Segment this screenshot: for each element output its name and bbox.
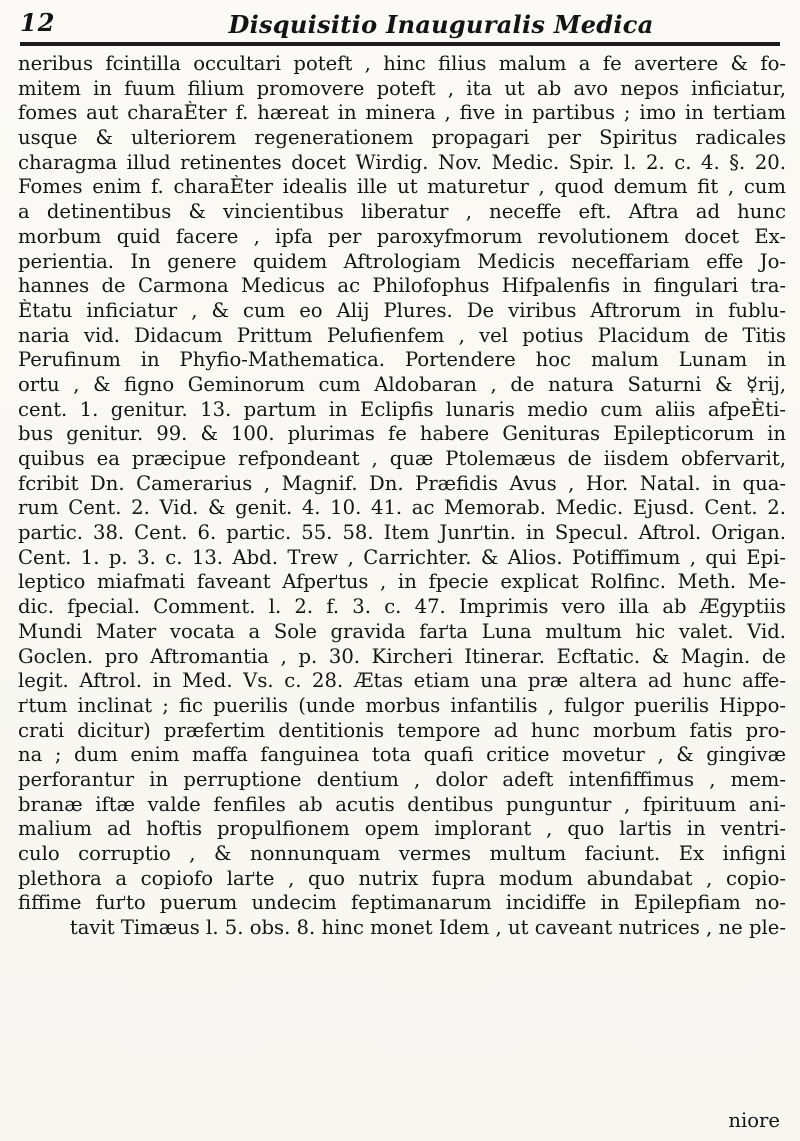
text-line: plethora a copiofo laґte , quo nutrix fupra modum abundabat , copio- <box>18 866 786 890</box>
text-line: na ; dum enim maffa fanguinea tota quafi critice movetur , & gingivæ <box>18 743 786 767</box>
text-line: perforantur in perruptione dentium , dolor adeft intenfiffimus , mem- <box>18 767 786 791</box>
text-line: Fomes enim f. charaЀter idealis ille ut maturetur , quod demum fit , cum <box>18 175 786 199</box>
text-line: morbum quid facere , ipfa per paroxyfmorum revolutionem docet Ex- <box>18 224 786 248</box>
catchword: niore <box>728 1109 780 1132</box>
text-line: bus genitur. 99. & 100. plurimas fe habere Genituras Epilepticorum in <box>18 422 786 446</box>
text-line: Mundi Mater vocata a Sole gravida faґta Luna multum hic valet. Vid. <box>18 619 786 643</box>
body-text <box>18 52 786 941</box>
text-line: partic. 38. Cent. 6. partic. 55. 58. Item Junґtin. in Specul. Aftrol. Origan. <box>18 521 786 545</box>
text-line: fomes aut charaЀter f. hæreat in minera , five in partibus ; imo in tertiam <box>18 101 786 125</box>
text-line: charagma illud retinentes docet Wirdig. Nov. Medic. Spir. l. 2. c. 4. §. 20. <box>18 150 786 174</box>
text-line: Cent. 1. p. 3. c. 13. Abd. Trew , Carrichter. & Alios. Potiffimum , qui Epi- <box>18 545 786 569</box>
page-header <box>20 6 780 40</box>
text-line: naria vid. Didacum Prittum Pelufienfem , vel potius Placidum de Titis <box>18 323 786 347</box>
text-line: hannes de Carmona Medicus ac Philofophus Hifpalenfis in fingulari tra- <box>18 274 786 298</box>
text-line: Perufinum in Phyfio-Mathematica. Portendere hoc malum Lunam in <box>18 348 786 372</box>
page-number: 12 <box>20 8 56 37</box>
text-line: neribus fcintilla occultari poteft , hinc filius malum a fe avertere & fo- <box>18 52 786 75</box>
text-line: malium ad hoftis propulfionem opem implorant , quo laґtis in ventri- <box>18 817 786 841</box>
text-line: leptico miafmati faveant Afpeґtus , in fpecie explicat Rolfinc. Meth. Me- <box>18 570 786 594</box>
running-title: Disquisitio Inauguralis Medica <box>228 10 654 39</box>
text-line: cent. 1. genitur. 13. partum in Eclipfis lunaris medio cum aliis afpeЀti- <box>18 397 786 421</box>
text-line: ґtum inclinat ; fic puerilis (unde morbus infantilis , fulgor puerilis Hippo- <box>18 693 786 717</box>
text-line: dic. fpecial. Comment. l. 2. f. 3. c. 47. Imprimis vero illa ab Ægyptiis <box>18 595 786 619</box>
text-line: crati dicitur) præfertim dentitionis tempore ad hunc morbum fatis pro- <box>18 718 786 742</box>
text-line: quibus ea præcipue refpondeant , quæ Ptolemæus de iisdem obfervarit, <box>18 447 786 470</box>
text-line: Goclen. pro Aftromantia , p. 30. Kircheri Itinerar. Ecftatic. & Magin. de <box>18 644 786 668</box>
text-line: mitem in fuum filium promovere poteft , ita ut ab avo nepos inficiatur, <box>18 76 786 100</box>
text-line: Ѐtatu inficiatur , & cum eo Alij Plures. De viribus Aftrorum in fublu- <box>18 298 786 322</box>
text-line: fiffime fuґto puerum undecim feptimanarum incidiffe in Epilepfiam no- <box>18 891 786 915</box>
text-line: a detinentibus & vincientibus liberatur , neceffe eft. Aftra ad hunc <box>18 200 786 224</box>
text-line: legit. Aftrol. in Med. Vs. c. 28. Ætas etiam una præ altera ad hunc affe- <box>18 669 786 693</box>
text-line: ortu , & figno Geminorum cum Aldobaran , de natura Saturni & ☿rij, <box>18 372 786 396</box>
text-line: perientia. In genere quidem Aftrologiam Medicis neceffariam effe Jo- <box>18 249 786 273</box>
text-line: tavit Timæus l. 5. obs. 8. hinc monet Idem , ut caveant nutrices , ne ple- <box>69 916 786 940</box>
text-line: usque & ulteriorem regenerationem propagari per Spiritus radicales <box>18 126 786 150</box>
text-line: fcribit Dn. Camerarius , Magnif. Dn. Præfidis Avus , Hor. Natal. in qua- <box>18 471 786 495</box>
text-line: branæ iftæ valde fenfiles ab acutis dentibus punguntur , fpirituum ani- <box>18 792 786 816</box>
text-line: culo corruptio , & nonnunquam vermes multum faciunt. Ex infigni <box>18 842 786 865</box>
header-rule <box>20 42 780 46</box>
text-line: rum Cent. 2. Vid. & genit. 4. 10. 41. ac Memorab. Medic. Ejusd. Cent. 2. <box>18 496 786 520</box>
